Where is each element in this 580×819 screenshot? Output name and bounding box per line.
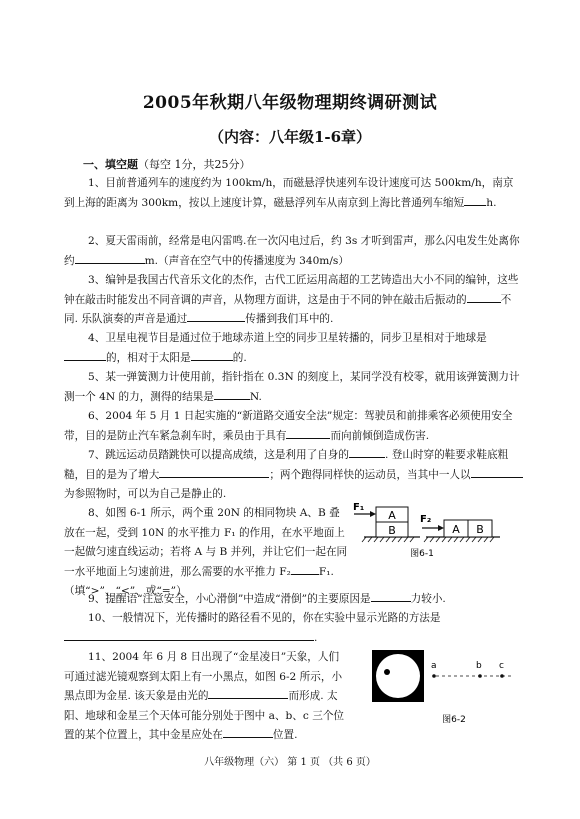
question-8: 8、如图 6-1 所示，两个重 20N 的相同物块 A、B 叠放在一起，受到 10N 的水平推力 F₁ 的作用，在水平地面上一起做匀速直线运动；若将 A 与 B 并列，并让它们一起在同一水平地面上匀速前进，那么需要的水平推力 F₂ F₁.（填“>”、“<”、或“=”）: [64, 507, 348, 597]
answer-blank[interactable]: [223, 726, 273, 738]
block-b-label: B: [388, 524, 396, 537]
arrowhead-f1: [370, 511, 376, 517]
question-7: 7、跳远运动员踏跳快可以提高成绩，这是利用了自身的 . 登山时穿的鞋要求鞋底粗糙，目的是为了增大 ；两个跑得同样快的运动员，当其中一人以为参照物时，可以为自己是静止的.: [64, 446, 524, 505]
point-a: [432, 674, 436, 678]
question-5: 5、某一弹簧测力计使用前，指针指在 0.3N 的刻度上，某同学没有校零，就用该弹簧测力计测一个 4N 的力，测得的结果是 N.: [64, 371, 520, 403]
question-10: 10、一般情况下，光传播时的路径看不见的，你在实验中显示光路的方法是.: [64, 609, 524, 648]
block-a-side-label: A: [452, 523, 460, 536]
page-footer: 八年级物理（六） 第 1 页 （共 6 页）: [204, 757, 376, 768]
figure-6-1-caption: 图6-1: [410, 549, 434, 559]
answer-blank[interactable]: [187, 310, 245, 322]
figure-6-1: [350, 500, 520, 560]
label-c: c: [499, 661, 504, 671]
question-1: 1、目前普通列车的速度约为 100km/h，而磁悬浮快速列车设计速度可达 500km/h，南京到上海的距离为 300km，按以上速度计算，磁悬浮列车从南京到上海比普通列车缩短 h.: [64, 177, 514, 209]
section-title: 一、填空题: [83, 158, 138, 171]
answer-blank[interactable]: [349, 446, 385, 458]
block-a-label: A: [388, 509, 396, 522]
arrowhead-f2: [438, 525, 444, 531]
question-2: 2、夏天雷雨前，经常是电闪雷鸣.在一次闪电过后，约 3s 才听到雷声，那么闪电发生处离你约 m.（声音在空气中的传播速度为 340m/s）: [64, 235, 520, 267]
answer-blank[interactable]: [464, 194, 486, 206]
answer-blank[interactable]: [64, 629, 314, 641]
answer-blank[interactable]: [159, 466, 269, 478]
answer-blank[interactable]: [371, 590, 411, 602]
venus-spot: [384, 669, 390, 675]
section-note: （每空 1分，共25分）: [138, 158, 251, 171]
question-4: 4、卫星电视节目是通过位于地球赤道上空的同步卫星转播的，同步卫星相对于地球是的，相对于太阳是 的.: [64, 329, 524, 368]
answer-blank[interactable]: [291, 563, 319, 575]
figure-6-2: [368, 646, 520, 730]
page-title: 2005年秋期八年级物理期终调研测试: [142, 93, 438, 113]
question-9: 9、提醒语“注意安全，小心滑倒”中造成“滑倒”的主要原因是 力较小.: [64, 590, 524, 610]
ground-hatch-right: [424, 537, 494, 542]
section-heading: [83, 156, 251, 172]
point-b: [478, 674, 482, 678]
figure-6-2-caption: 图6-2: [442, 715, 466, 725]
ground-hatch-left: [362, 537, 414, 542]
sun-disk: [376, 654, 420, 698]
question-11: 11、2004 年 6 月 8 日出现了“金星凌日”天象，人们可通过滤光镜观察到太阳上有一小黑点，如图 6-2 所示，小黑点即为金星. 该天象是由光的 而形成. 太阳、地球和金星三个天体可能分别处于图中 a、b、c 三个位置的某个位置上，其中金星应处在 位置.: [64, 651, 345, 741]
answer-blank[interactable]: [208, 687, 288, 699]
f2-label: F₂: [420, 514, 432, 525]
answer-blank[interactable]: [75, 252, 145, 264]
question-6: 6、2004 年 5 月 1 日起实施的“新道路交通安全法”规定：驾驶员和前排乘客必须使用安全带，目的是防止汽车紧急刹车时，乘员由于具有 而向前倾倒造成伤害.: [64, 410, 513, 442]
block-b-side-label: B: [476, 523, 484, 536]
f1-label: F₁: [353, 502, 365, 513]
question-3: 3、编钟是我国古代音乐文化的杰作，古代工匠运用高超的工艺铸造出大小不同的编钟，这些钟在敲击时能发出不同音调的声音，从物理方面讲，这是由于不同的钟在敲击后振动的 不同. 乐队演奏的声音是通过 传播到我们耳中的.: [64, 274, 519, 325]
answer-blank[interactable]: [64, 349, 106, 361]
page-subtitle: （内容：八年级1-6章）: [208, 128, 372, 146]
label-b: b: [476, 661, 482, 671]
answer-blank[interactable]: [286, 427, 330, 439]
answer-blank[interactable]: [214, 388, 250, 400]
label-a: a: [431, 661, 437, 671]
answer-blank[interactable]: [471, 466, 523, 478]
answer-blank[interactable]: [467, 291, 501, 303]
point-c: [500, 674, 504, 678]
answer-blank[interactable]: [191, 349, 233, 361]
